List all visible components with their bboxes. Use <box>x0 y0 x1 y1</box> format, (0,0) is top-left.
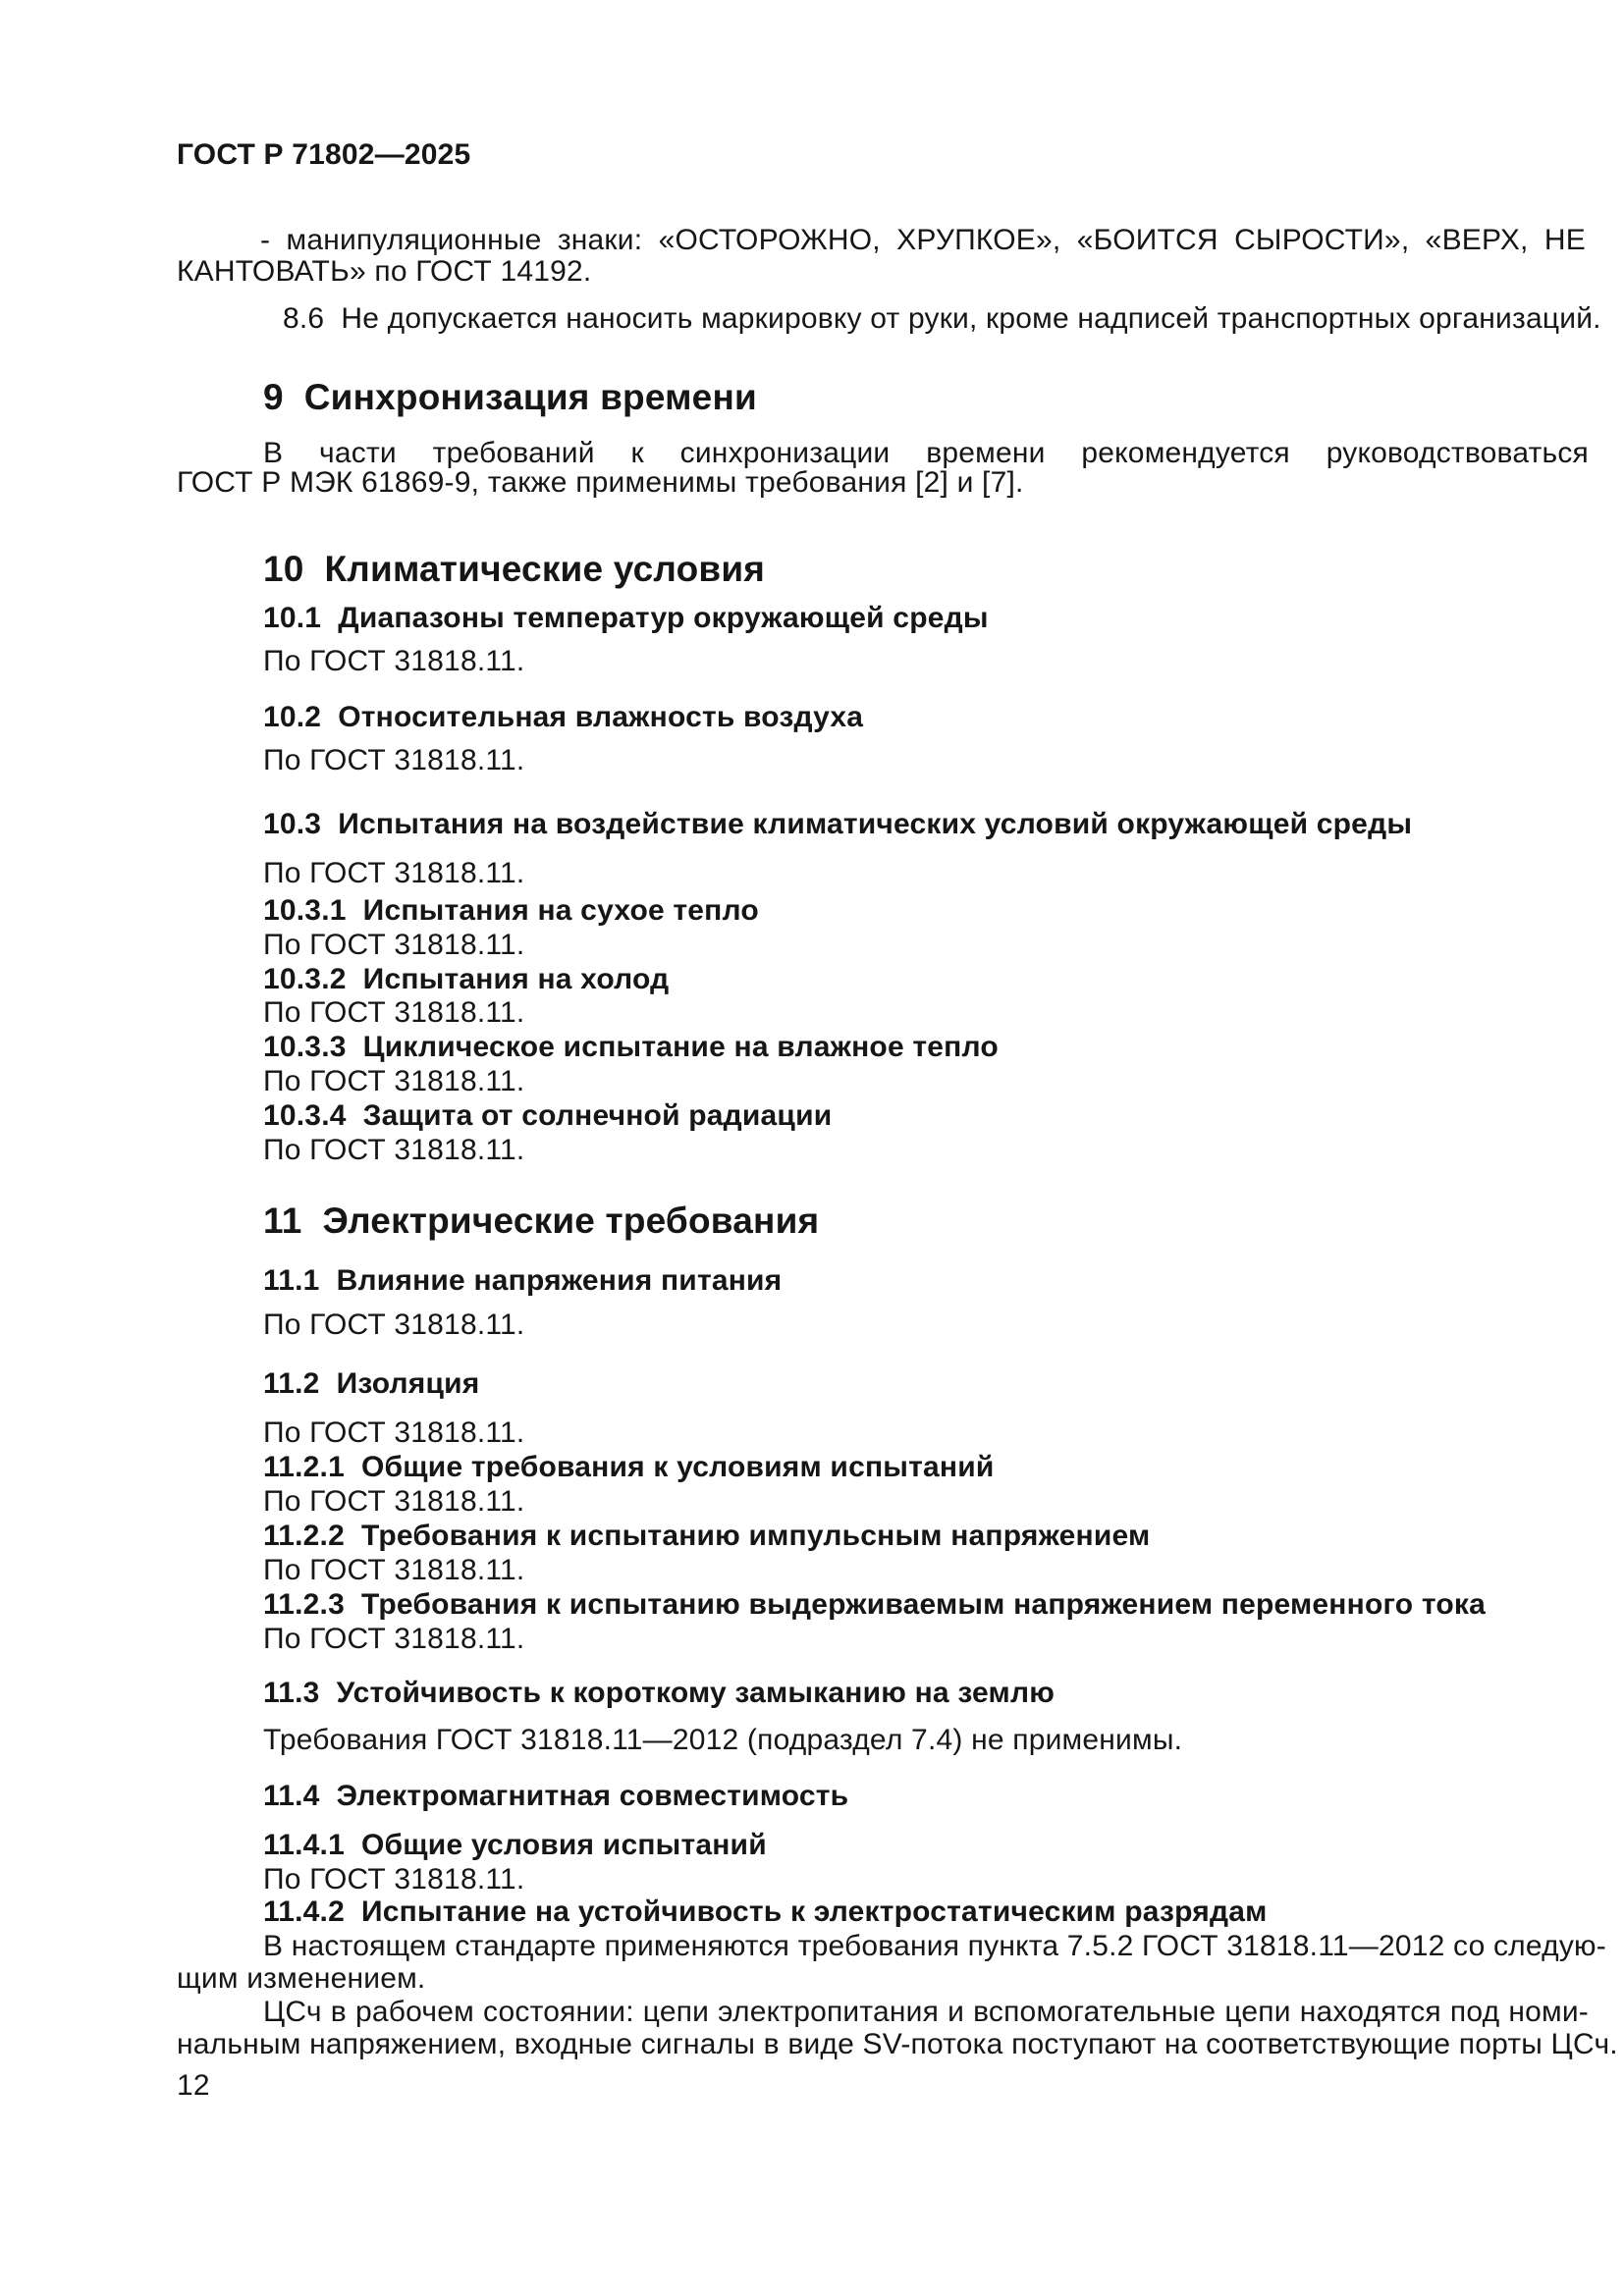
section-11-heading: 11 Электрические требования <box>263 1201 820 1241</box>
clause-10-3-1-reference: По ГОСТ 31818.11. <box>263 929 525 961</box>
clause-11-4-2-paragraph-1-line-1: В настоящем стандарте применяются требования пункта 7.5.2 ГОСТ 31818.11—2012 со следую- <box>263 1930 1606 1962</box>
clause-11-2-1-reference: По ГОСТ 31818.11. <box>263 1485 525 1518</box>
subclause-11-2-heading: 11.2 Изоляция <box>263 1367 480 1400</box>
section-9-paragraph-line-1: В части требований к синхронизации времени рекомендуется руководствоваться <box>263 437 1589 469</box>
clause-10-3-reference: По ГОСТ 31818.11. <box>263 857 525 889</box>
section-10-heading: 10 Климатические условия <box>263 549 766 589</box>
subclause-10-3-1-heading: 10.3.1 Испытания на сухое тепло <box>263 894 759 927</box>
clause-11-4-1-reference: По ГОСТ 31818.11. <box>263 1863 525 1896</box>
clause-10-3-2-reference: По ГОСТ 31818.11. <box>263 996 525 1029</box>
subclause-11-4-1-heading: 11.4.1 Общие условия испытаний <box>263 1829 767 1861</box>
clause-10-1-reference: По ГОСТ 31818.11. <box>263 645 525 677</box>
page-number: 12 <box>177 2069 210 2102</box>
clause-10-3-3-reference: По ГОСТ 31818.11. <box>263 1065 525 1097</box>
clause-11-2-reference: По ГОСТ 31818.11. <box>263 1416 525 1449</box>
subclause-10-3-heading: 10.3 Испытания на воздействие климатических условий окружающей среды <box>263 808 1413 840</box>
clause-11-3-text: Требования ГОСТ 31818.11—2012 (подраздел 7.4) не применимы. <box>263 1724 1183 1756</box>
clause-11-4-2-paragraph-2-line-1: ЦСч в рабочем состоянии: цепи электропитания и вспомогательные цепи находятся под номи- <box>263 1996 1589 2028</box>
clause-11-2-2-reference: По ГОСТ 31818.11. <box>263 1554 525 1586</box>
section-9-heading: 9 Синхронизация времени <box>263 377 757 417</box>
clause-10-3-4-reference: По ГОСТ 31818.11. <box>263 1134 525 1166</box>
subclause-10-3-2-heading: 10.3.2 Испытания на холод <box>263 963 670 995</box>
subclause-10-3-4-heading: 10.3.4 Защита от солнечной радиации <box>263 1099 833 1132</box>
clause-10-2-reference: По ГОСТ 31818.11. <box>263 744 525 776</box>
subclause-11-2-2-heading: 11.2.2 Требования к испытанию импульсным напряжением <box>263 1520 1151 1552</box>
subclause-10-1-heading: 10.1 Диапазоны температур окружающей среды <box>263 602 989 634</box>
subclause-10-3-3-heading: 10.3.3 Циклическое испытание на влажное тепло <box>263 1031 999 1063</box>
list-item-manipulation-signs-line-2: КАНТОВАТЬ» по ГОСТ 14192. <box>177 255 592 288</box>
subclause-10-2-heading: 10.2 Относительная влажность воздуха <box>263 701 864 733</box>
subclause-11-2-3-heading: 11.2.3 Требования к испытанию выдерживаемым напряжением переменного тока <box>263 1588 1486 1621</box>
clause-8-6-text: 8.6 Не допускается наносить маркировку от руки, кроме надписей транспортных организаций. <box>283 302 1601 335</box>
section-9-paragraph-line-2: ГОСТ Р МЭК 61869-9, также применимы требования [2] и [7]. <box>177 466 1024 499</box>
clause-11-4-2-paragraph-2-line-2: нальным напряжением, входные сигналы в виде SV-потока поступают на соответствующие порты ЦСч. <box>177 2028 1618 2060</box>
clause-11-4-2-paragraph-1-line-2: щим изменением. <box>177 1962 426 1995</box>
subclause-11-4-heading: 11.4 Электромагнитная совместимость <box>263 1780 849 1812</box>
clause-11-2-3-reference: По ГОСТ 31818.11. <box>263 1623 525 1655</box>
subclause-11-4-2-heading: 11.4.2 Испытание на устойчивость к электростатическим разрядам <box>263 1896 1268 1928</box>
clause-11-1-reference: По ГОСТ 31818.11. <box>263 1308 525 1341</box>
subclause-11-1-heading: 11.1 Влияние напряжения питания <box>263 1264 783 1297</box>
running-header-standard-number: ГОСТ Р 71802—2025 <box>177 138 471 171</box>
subclause-11-2-1-heading: 11.2.1 Общие требования к условиям испытаний <box>263 1451 995 1483</box>
subclause-11-3-heading: 11.3 Устойчивость к короткому замыканию на землю <box>263 1677 1056 1709</box>
list-item-manipulation-signs-line-1: - манипуляционные знаки: «ОСТОРОЖНО, ХРУПКОЕ», «БОИТСЯ СЫРОСТИ», «ВЕРХ, НЕ <box>260 224 1586 256</box>
